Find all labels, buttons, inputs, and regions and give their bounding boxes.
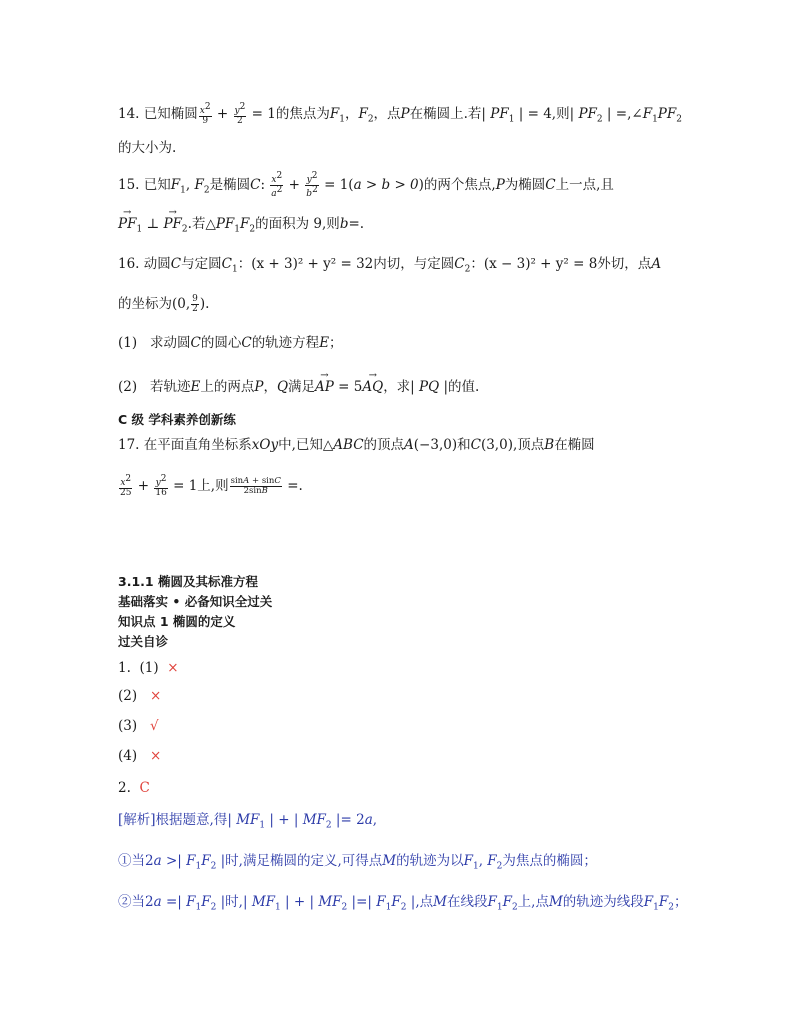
answer-heading-3: 过关自诊 — [118, 634, 169, 649]
level-c-heading: C 级 学科素养创新练 — [118, 412, 236, 427]
answer-q1-item-3: (3) √ — [118, 718, 159, 734]
wrong-mark-icon: × — [150, 748, 162, 764]
problem-17-line-1: 17. 在平面直角坐标系xOy中,已知△ABC的顶点A(−3,0)和C(3,0),顶点B在椭圆 — [118, 437, 595, 453]
problem-14-line-2: 的大小为. — [118, 140, 177, 156]
problem-15-line-1: 15. 已知$F_1$, $F_2$是椭圆C: $\frac{x^2}{a^2}$ + $\frac{y^2}{b^2}$ = 1(a > b > 0)的两个焦点,P为椭圆C上一点,且 — [118, 171, 614, 199]
answer-q1-item-4: (4) × — [118, 748, 162, 764]
answer-heading-1: 基础落实 • 必备知识全过关 — [118, 594, 273, 609]
answer-q1-item-1: 1. (1) × — [118, 660, 179, 676]
problem-16-line-2: 的坐标为(0, $\frac{9}{2}$ ). — [118, 294, 210, 314]
problem-14-line-1: 14. 已知椭圆 $\frac{x^2}{9}$ + $\frac{y^2}{2}$ = 1的焦点为$F_1$，$F_2$，点P在椭圆上.若| $PF_1$ | = 4,则| $PF_2$ | $=,\angle F_1PF_2$ — [118, 102, 682, 126]
problem-16-line-1: 16. 动圆C与定圆$C_1$：(x + 3)² + y² = 32内切，与定圆$C_2$：(x − 3)² + y² = 8外切，点A — [118, 256, 662, 275]
answer-q1-item-2: (2) × — [118, 688, 162, 704]
wrong-mark-icon: × — [167, 660, 179, 676]
analysis-case-2: ②当2a =| $F_1F_2$ |时,| $MF_1$ | + | $MF_2$ |=| $F_1F_2$ |,点M在线段$F_1F_2$上,点M的轨迹为线段$F_1F_2$； — [118, 894, 688, 913]
problem-15-line-2: → $PF_1$ ⊥ → $PF_2$.若$\triangle PF_1F_2$的面积为 9,则b=. — [118, 214, 364, 240]
problem-number: 14. — [118, 106, 140, 122]
answer-heading-2: 知识点 1 椭圆的定义 — [118, 614, 236, 629]
wrong-mark-icon: × — [150, 688, 162, 704]
answer-q2: 2. C — [118, 780, 150, 796]
answer-section-title: 3.1.1 椭圆及其标准方程 — [118, 574, 258, 589]
analysis-case-1: ①当2a >| $F_1F_2$ |时,满足椭圆的定义,可得点M的轨迹为以$F_1$, $F_2$为焦点的椭圆； — [118, 853, 597, 872]
check-mark-icon: √ — [150, 718, 159, 734]
problem-17-line-2: $\frac{x^2}{25}$ + $\frac{y^2}{16}$ = 1上,则 $\frac{\sin A + \sin C}{2\sin B}$ =. — [120, 474, 303, 498]
problem-16-sub-2: (2) 若轨迹E上的两点P，Q满足→ AP = 5→ AQ，求| PQ |的值. — [118, 377, 479, 397]
analysis-line: [解析]根据题意,得| $MF_1$ | + | $MF_2$ |= 2a, — [118, 812, 378, 831]
problem-16-sub-1: (1) 求动圆C的圆心C的轨迹方程E； — [118, 335, 343, 351]
